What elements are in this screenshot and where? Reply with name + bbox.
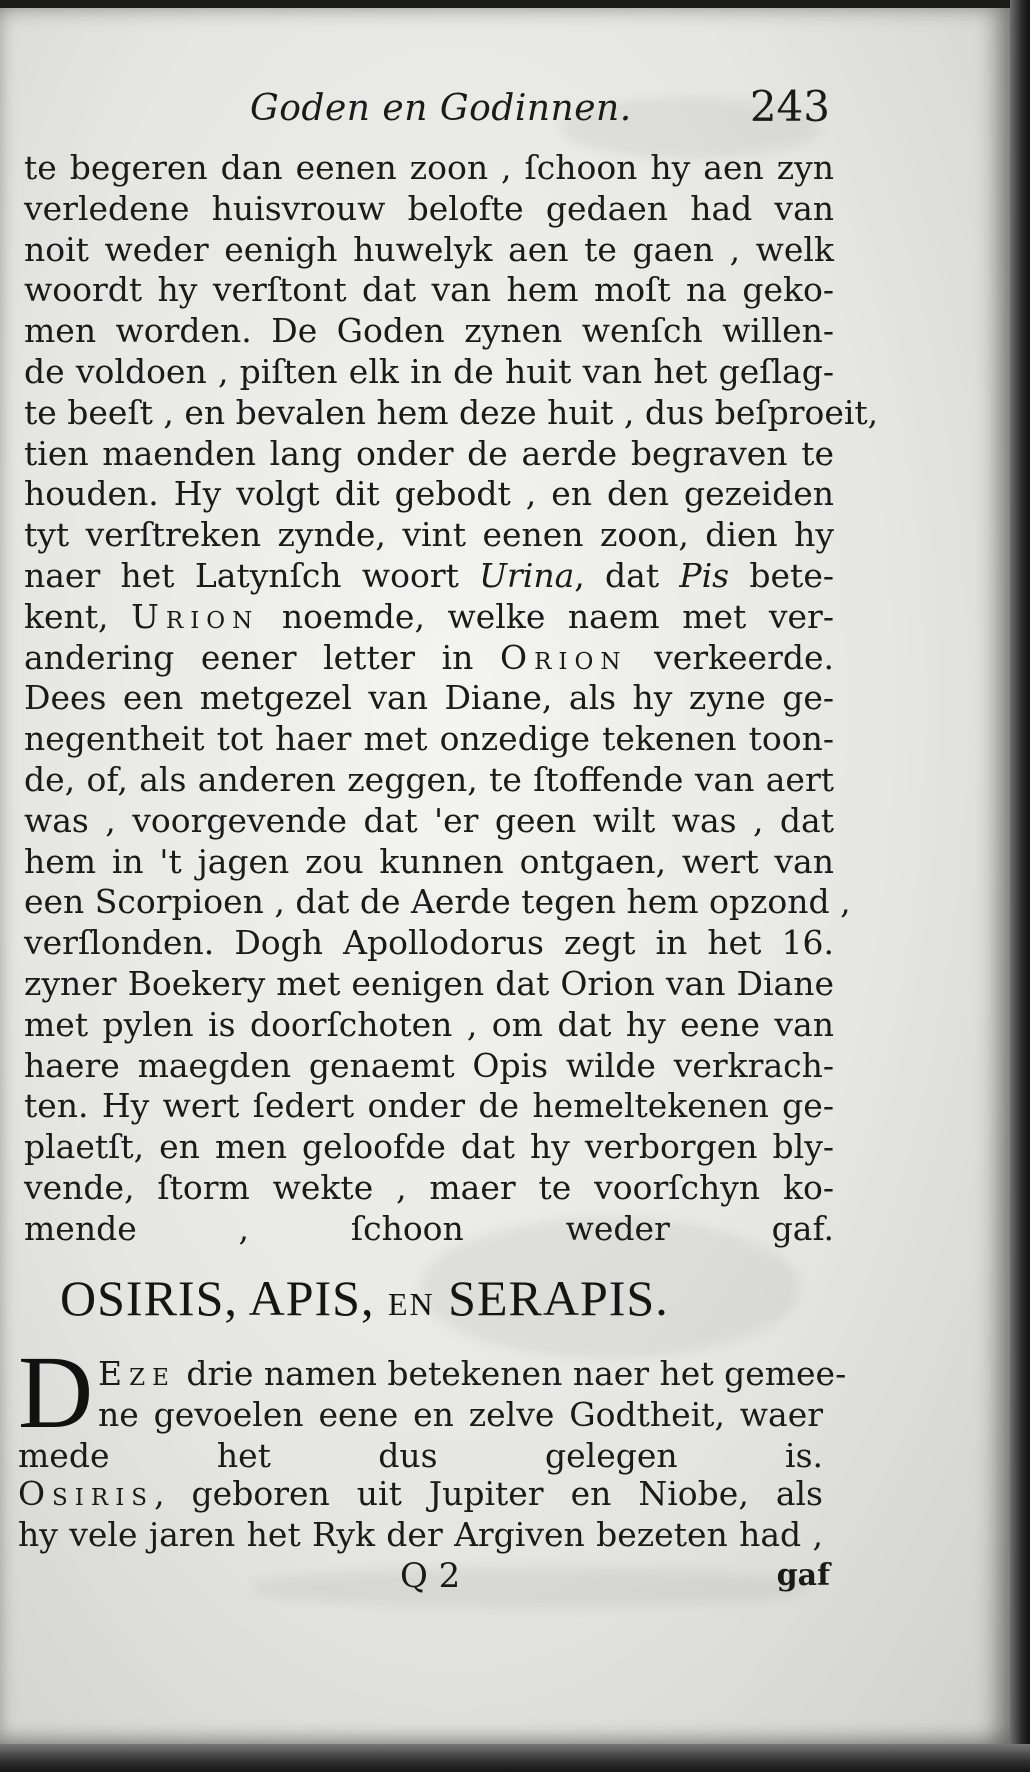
text-line — [24, 1127, 834, 1168]
text-line — [24, 964, 834, 1005]
text-segment: Eze — [98, 1354, 176, 1393]
text-segment: hem in 't jagen zou kunnen ontgaen, wert van — [24, 841, 834, 881]
text-segment: woordt hy verſtont dat van hem moſt na geko- — [24, 270, 834, 310]
text-segment: de, of, als anderen zeggen, te ſtoffende van aert — [24, 759, 834, 799]
text-segment: ne gevoelen eene en zelve Godtheit, waer — [98, 1394, 823, 1434]
page-footer — [400, 1556, 830, 1606]
section-second-paragraph — [18, 1474, 823, 1556]
text-segment: was , voorgevende dat 'er geen wilt was , dat — [24, 800, 834, 840]
text-segment: , dat — [574, 555, 680, 595]
text-line — [24, 148, 834, 189]
text-line — [24, 719, 834, 760]
text-segment: Orion — [500, 637, 628, 677]
text-line — [18, 1436, 823, 1477]
text-line — [24, 760, 834, 801]
text-segment: plaetſt, en men geloofde dat hy verborgen bly- — [24, 1127, 834, 1167]
text-segment: negentheit tot haer met onzedige tekenen toon- — [24, 719, 834, 759]
text-line — [24, 1046, 834, 1087]
book-bottom-edge — [0, 1744, 1030, 1772]
text-line — [24, 597, 834, 638]
text-line — [24, 1086, 834, 1127]
text-segment: noemde, welke naem met ver- — [259, 596, 834, 636]
text-line — [24, 882, 851, 923]
text-segment: , geboren uit Jupiter en Niobe, als — [154, 1474, 823, 1513]
text-segment: mede het dus gelegen is. — [18, 1435, 823, 1475]
text-segment: andering eener letter in — [24, 637, 501, 677]
text-line — [24, 678, 834, 719]
text-segment: verkeerde. — [627, 637, 834, 677]
text-line — [24, 474, 834, 515]
text-segment: houden. Hy volgt dit gebodt , en den gezeiden — [24, 474, 834, 514]
catchword: gaf — [776, 1558, 830, 1593]
text-segment: vende, ſtorm wekte , maer te voorſchyn ko- — [24, 1167, 834, 1207]
text-line — [24, 352, 834, 393]
text-segment: kent, — [24, 596, 132, 636]
text-line — [24, 189, 834, 230]
text-line — [24, 638, 834, 679]
page-number: 243 — [749, 82, 830, 131]
text-line — [24, 842, 834, 883]
text-segment: mende , ſchoon weder gaf. — [24, 1208, 834, 1248]
text-segment: een Scorpioen , dat de Aerde tegen hem opzond , — [24, 882, 851, 922]
text-line — [24, 392, 879, 434]
text-line — [18, 1474, 823, 1515]
text-segment: verſlonden. Dogh Apollodorus zegt in het 16. — [24, 923, 834, 963]
section-heading-part1: OSIRIS, APIS, — [60, 1270, 388, 1326]
text-line — [24, 270, 834, 311]
text-segment: verledene huisvrouw belofte gedaen had van — [24, 188, 834, 228]
section-heading-part2: SERAPIS. — [434, 1270, 669, 1326]
text-line — [18, 1354, 847, 1395]
text-segment: te begeren dan eenen zoon , ſchoon hy aen zyn — [24, 148, 834, 187]
text-line — [24, 230, 834, 271]
text-segment: Urina — [479, 555, 575, 595]
text-segment: Osiris — [18, 1474, 155, 1513]
body-text — [24, 148, 879, 1250]
text-segment: de voldoen , piſten elk in de huit van het geſlag- — [24, 351, 834, 391]
text-line — [24, 1209, 834, 1250]
text-line — [18, 1515, 823, 1556]
book-page — [0, 8, 1010, 1748]
page-header — [250, 76, 830, 136]
text-line — [24, 1005, 834, 1046]
text-segment: naer het Latynſch woort — [24, 555, 480, 595]
text-segment: Urion — [131, 596, 260, 636]
text-line — [24, 1168, 834, 1209]
text-segment: noit weder eenigh huwelyk aen te gaen , welk — [24, 229, 834, 269]
text-line — [24, 801, 834, 842]
text-segment: tien maenden lang onder de aerde begraven te — [24, 433, 834, 473]
text-line — [18, 1395, 823, 1436]
running-head: Goden en Godinnen. — [250, 88, 632, 129]
text-segment: bete- — [729, 555, 834, 595]
text-segment: haere maegden genaemt Opis wilde verkrach- — [24, 1045, 834, 1085]
text-line — [24, 923, 834, 964]
text-line — [24, 434, 834, 475]
text-segment: zyner Boekery met eenigen dat Orion van Diane — [24, 963, 834, 1003]
signature-mark: Q 2 — [400, 1556, 461, 1596]
drop-paragraph-lines — [18, 1354, 847, 1476]
page-edge-shadow — [1010, 0, 1030, 1772]
text-segment: tyt verſtreken zynde, vint eenen zoon, dien hy — [24, 515, 834, 555]
text-segment: ten. Hy wert ſedert onder de hemeltekenen ge- — [24, 1086, 834, 1126]
text-segment: met pylen is doorſchoten , om dat hy eene van — [24, 1004, 834, 1044]
text-segment: Dees een metgezel van Diane, als hy zyne ge- — [24, 678, 834, 718]
text-line — [24, 556, 834, 597]
text-segment: hy vele jaren het Ryk der Argiven bezeten had , — [18, 1514, 823, 1554]
text-segment: te beeſt , en bevalen hem deze huit , dus beſproeit, — [24, 392, 879, 432]
section-heading-en: EN — [388, 1286, 435, 1322]
drop-cap: D — [18, 1335, 94, 1450]
text-line — [24, 311, 834, 352]
text-line — [24, 515, 834, 556]
text-segment: Pis — [679, 555, 730, 595]
text-segment: drie namen betekenen naer het gemee- — [175, 1354, 847, 1393]
text-segment: men worden. De Goden zynen wenſch willen- — [24, 311, 834, 351]
section-heading — [60, 1268, 770, 1334]
